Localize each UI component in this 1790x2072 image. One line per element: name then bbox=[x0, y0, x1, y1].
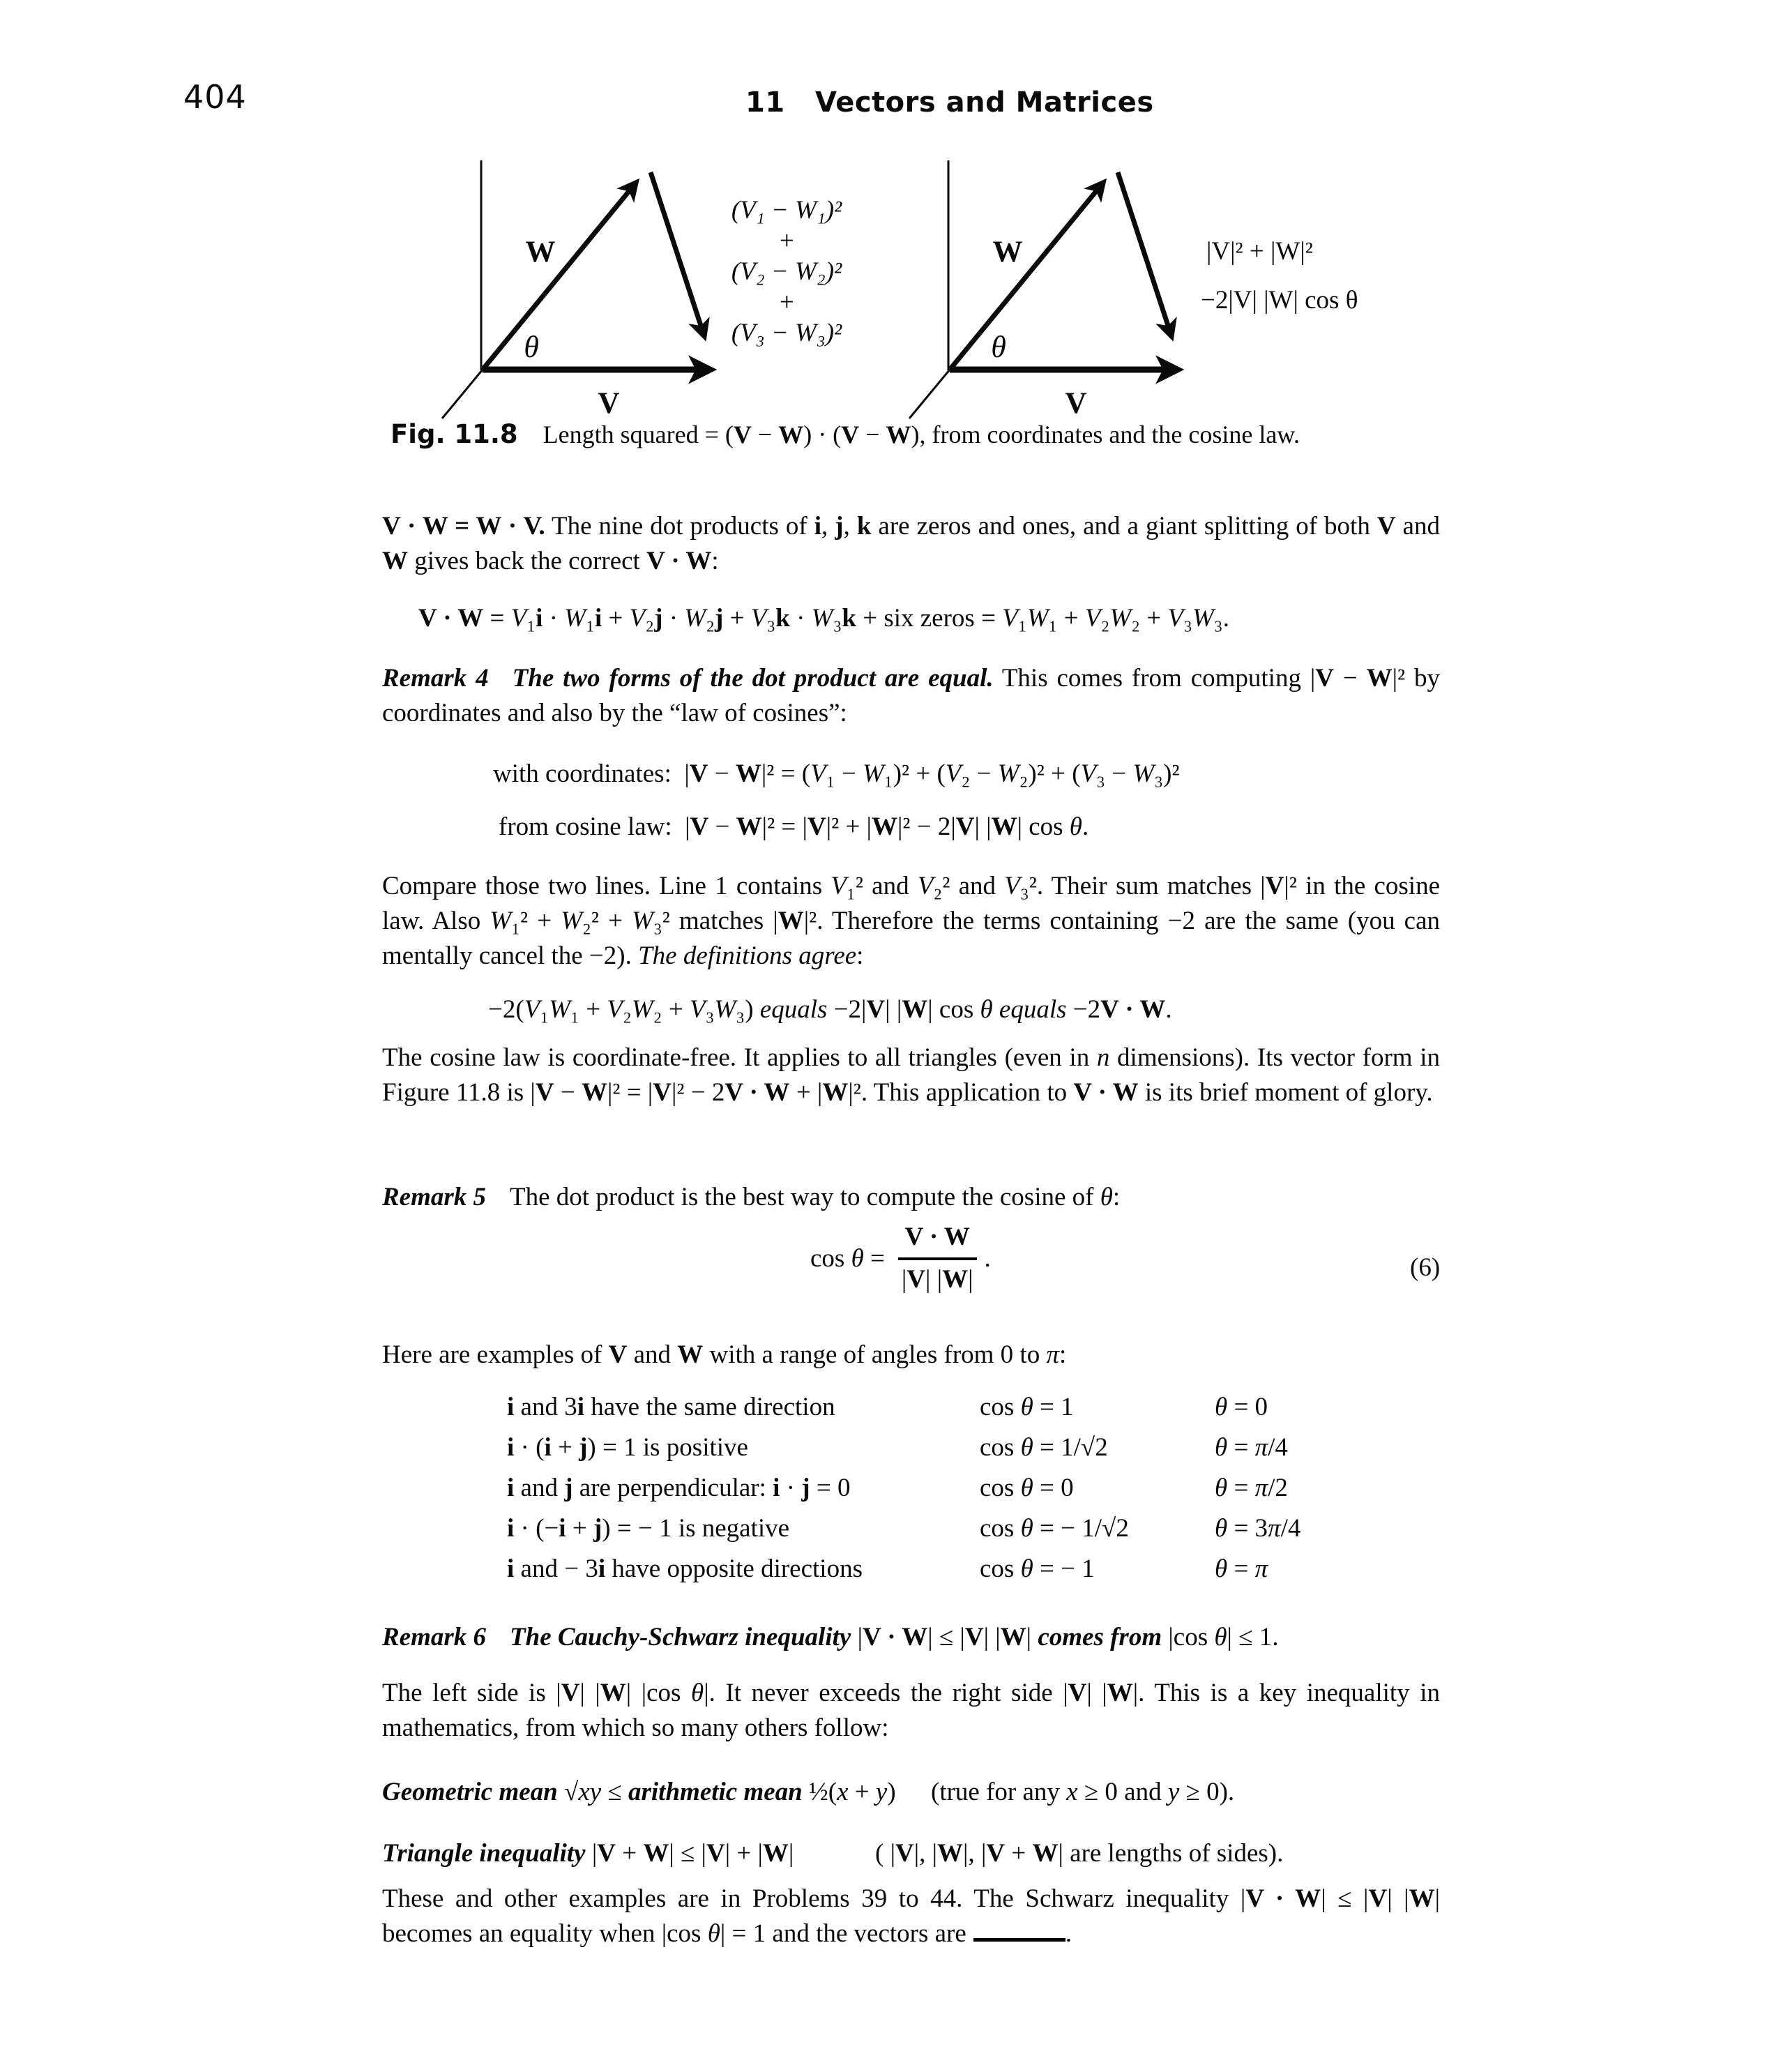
equation-6-fraction bbox=[895, 1222, 980, 1294]
schwarz-equality-period: . bbox=[1065, 1919, 1072, 1948]
remark-5-text: The dot product is the best way to compute the cosine of θ: bbox=[510, 1183, 1121, 1211]
right-cosine-law-label bbox=[1201, 237, 1358, 315]
fill-in-blank bbox=[973, 1917, 1065, 1942]
example-description: i and 3i have the same direction bbox=[507, 1393, 835, 1421]
remark-4-text: The two forms of the dot product are equal. This comes from computing |V − W|² by coordinates and also by the “law of cosines”: bbox=[382, 664, 1441, 727]
triangle-inequality-statement: Triangle inequality |V + W| ≤ |V| + |W| bbox=[382, 1839, 794, 1868]
paragraph-compare-lines: Compare those two lines. Line 1 contains V₁² and V₂² and V₃². Their sum matches |V|² in the cosine law. Also W₁² + W₂² + W₃² matches |W|². Therefore the terms containing −2 are the same (you can mentally cancel the −2). The definitions agree: bbox=[382, 872, 1441, 970]
left-theta-label: θ bbox=[524, 330, 539, 364]
right-difference-side bbox=[1118, 172, 1171, 336]
schwarz-equality-text: These and other examples are in Problems 39 to 44. The Schwarz inequality |V · W| ≤ |V| |W| becomes an equality when |cos θ| = 1 and the vectors are bbox=[382, 1884, 1440, 1948]
remark-4-label: Remark 4 bbox=[382, 664, 489, 693]
svg-text:(V₂ − W₂)²: (V₂ − W₂)² bbox=[731, 257, 842, 286]
left-v-label: V bbox=[598, 387, 620, 420]
running-header: 11 Vectors and Matrices bbox=[745, 86, 1154, 119]
figure-caption-label: Fig. 11.8 bbox=[390, 419, 518, 449]
svg-text:+: + bbox=[778, 227, 796, 255]
remark-6-text: The Cauchy-Schwarz inequality |V · W| ≤ |V| |W| comes from |cos θ| ≤ 1. bbox=[510, 1623, 1279, 1651]
left-coordinate-sum-label bbox=[731, 196, 842, 347]
equation-6-period: . bbox=[984, 1243, 991, 1273]
example-description: i and − 3i have opposite directions bbox=[507, 1555, 863, 1583]
example-angle: θ = 3π/4 bbox=[1215, 1514, 1301, 1543]
geometric-mean-statement: Geometric mean √xy ≤ arithmetic mean ½(x + y) bbox=[382, 1778, 896, 1806]
svg-text:|V|² + |W|²: |V|² + |W|² bbox=[1206, 237, 1313, 266]
example-angle: θ = π bbox=[1215, 1555, 1268, 1583]
svg-text:−2|V| |W| cos θ: −2|V| |W| cos θ bbox=[1201, 286, 1358, 315]
left-overshoot-line bbox=[442, 370, 483, 418]
right-v-label: V bbox=[1065, 387, 1087, 420]
example-angle: θ = 0 bbox=[1215, 1393, 1268, 1421]
equation-6-denominator: |V| |W| bbox=[901, 1265, 973, 1294]
left-triangle-diagram bbox=[442, 160, 842, 420]
right-overshoot-line bbox=[909, 370, 950, 418]
equation-with-coordinates: with coordinates: |V − W|² = (V₁ − W₁)² + (V₂ − W₂)² + (V₃ − W₃)² bbox=[493, 759, 1180, 788]
equation-number: (6) bbox=[1410, 1253, 1441, 1282]
remark-6 bbox=[382, 1620, 1440, 1655]
paragraph-cosine-law-free: The cosine law is coordinate-free. It applies to all triangles (even in n dimensions). Its vector form in Figure 11.8 is |V − W|² = |V|² − 2V · W + |W|². This application to V · W is its brief moment of glory. bbox=[382, 1043, 1441, 1107]
geometric-mean-condition: (true for any x ≥ 0 and y ≥ 0). bbox=[931, 1778, 1235, 1806]
example-description: i · (i + j) = 1 is positive bbox=[507, 1433, 748, 1462]
left-w-vector bbox=[483, 183, 636, 370]
remark-4 bbox=[382, 661, 1440, 731]
left-difference-side bbox=[651, 172, 704, 336]
right-theta-label: θ bbox=[991, 330, 1006, 364]
example-cosine: cos θ = 1/√2 bbox=[980, 1433, 1108, 1462]
paragraph-schwarz-equality bbox=[382, 1882, 1440, 1951]
left-w-label: W bbox=[525, 236, 556, 269]
figure-caption bbox=[390, 419, 1300, 449]
equation-splitting: V · W = V₁i · W₁i + V₂j · W₂j + V₃k · W₃k + six zeros = V₁W₁ + V₂W₂ + V₃W₃. bbox=[418, 604, 1229, 633]
equation-6-numerator: V · W bbox=[898, 1222, 977, 1260]
paragraph-examples-intro: Here are examples of V and W with a range of angles from 0 to π: bbox=[382, 1340, 1067, 1369]
remark-5-label: Remark 5 bbox=[382, 1183, 487, 1211]
right-w-label: W bbox=[992, 236, 1023, 269]
example-cosine: cos θ = − 1/√2 bbox=[980, 1514, 1129, 1543]
triangle-inequality-condition: ( |V|, |W|, |V + W| are lengths of sides). bbox=[875, 1839, 1284, 1868]
right-triangle-diagram bbox=[909, 160, 1358, 420]
svg-text:(V₁ − W₁)²: (V₁ − W₁)² bbox=[731, 196, 842, 225]
example-cosine: cos θ = − 1 bbox=[980, 1555, 1095, 1583]
equation-cosine-law: from cosine law: |V − W|² = |V|² + |W|² − 2|V| |W| cos θ. bbox=[499, 812, 1089, 841]
example-cosine: cos θ = 0 bbox=[980, 1474, 1074, 1502]
example-description: i and j are perpendicular: i · j = 0 bbox=[507, 1474, 851, 1502]
example-angle: θ = π/4 bbox=[1215, 1433, 1288, 1462]
examples-table bbox=[507, 1392, 1300, 1594]
example-cosine: cos θ = 1 bbox=[980, 1393, 1074, 1421]
remark-6-label: Remark 6 bbox=[382, 1623, 487, 1651]
paragraph-left-side: The left side is |V| |W| |cos θ|. It never exceeds the right side |V| |W|. This is a key inequality in mathematics, from which so many others follow: bbox=[382, 1679, 1440, 1742]
equation-6-prefix: cos θ = bbox=[810, 1243, 885, 1273]
page-number: 404 bbox=[183, 78, 247, 116]
figure-11-8-diagrams bbox=[0, 0, 1790, 460]
svg-text:(V₃ − W₃)²: (V₃ − W₃)² bbox=[731, 319, 842, 347]
equation-6 bbox=[810, 1222, 991, 1294]
geometric-mean-line bbox=[382, 1777, 1440, 1807]
example-description: i · (−i + j) = − 1 is negative bbox=[507, 1514, 790, 1543]
paragraph-dot-products: V · W = W · V. The nine dot products of i, j, k are zeros and ones, and a giant splitting of both V and W gives back the correct V · W: bbox=[382, 512, 1440, 575]
triangle-inequality-line bbox=[382, 1838, 1440, 1868]
remark-5 bbox=[382, 1180, 1440, 1215]
figure-caption-text: Length squared = (V − W) · (V − W), from coordinates and the cosine law. bbox=[543, 421, 1300, 448]
svg-text:+: + bbox=[778, 288, 796, 317]
right-w-vector bbox=[950, 183, 1103, 370]
equation-definitions-agree: −2(V₁W₁ + V₂W₂ + V₃W₃) equals −2|V| |W| cos θ equals −2V · W. bbox=[488, 995, 1172, 1024]
example-angle: θ = π/2 bbox=[1215, 1474, 1288, 1502]
